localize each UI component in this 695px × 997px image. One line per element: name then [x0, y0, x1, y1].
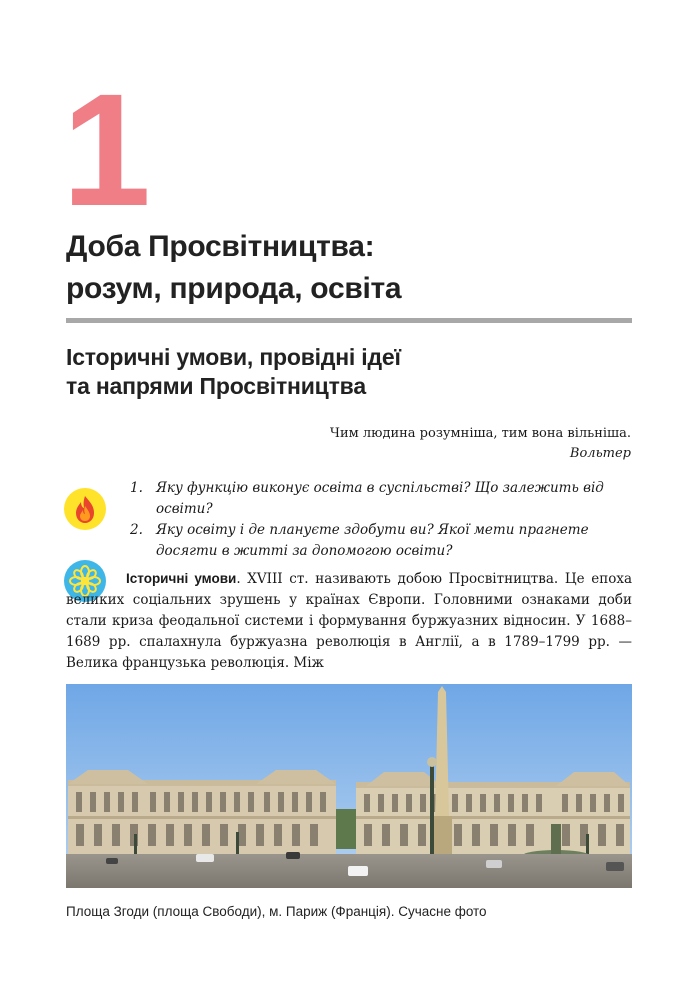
epigraph-quote: Чим людина розумніша, тим вона вільніша.: [329, 426, 631, 441]
title-divider: [66, 318, 632, 323]
chapter-title-line2: розум, природа, освіта: [66, 272, 402, 305]
question-number: 2.: [130, 522, 143, 538]
photo-caption: Площа Згоди (площа Свободи), м. Париж (Франція). Сучасне фото: [66, 904, 487, 919]
body-text: . XVIII ст. називають добою Просвітництва. Це епоха великих соціальних зрушень у країнах Європи. Головними ознаками доби стали криза феодальної системи і формування буржуазних відносин. У 1688–1689 рр. спалахнула буржуазна революція в Англії, а в 1789–1799 рр. — Велика французька революція. Між: [66, 571, 633, 671]
list-item: [130, 478, 640, 520]
epigraph-author: Вольтер: [569, 446, 631, 461]
question-text: Яку освіту і де плануєте здобути ви? Якої мети прагнете досягти в житті за допомогою освіти?: [156, 522, 589, 559]
body-paragraph: [66, 568, 632, 674]
place-de-la-concorde-photo: [66, 684, 632, 888]
chapter-title: [66, 226, 626, 310]
section-title-line2: та напрями Просвітництва: [66, 373, 366, 399]
fire-icon: [64, 488, 106, 530]
epigraph: [330, 424, 631, 464]
section-title-line1: Історичні умови, провідні ідеї: [66, 344, 401, 370]
list-item: [130, 520, 640, 562]
questions-list: [130, 478, 640, 562]
chapter-title-line1: Доба Просвітництва:: [66, 230, 375, 263]
chapter-number: 1: [62, 60, 151, 239]
body-lead: Історичні умови: [126, 571, 237, 586]
question-text: Яку функцію виконує освіта в суспільстві? Що залежить від освіти?: [156, 480, 604, 517]
section-title: [66, 343, 626, 401]
question-number: 1.: [130, 480, 143, 496]
